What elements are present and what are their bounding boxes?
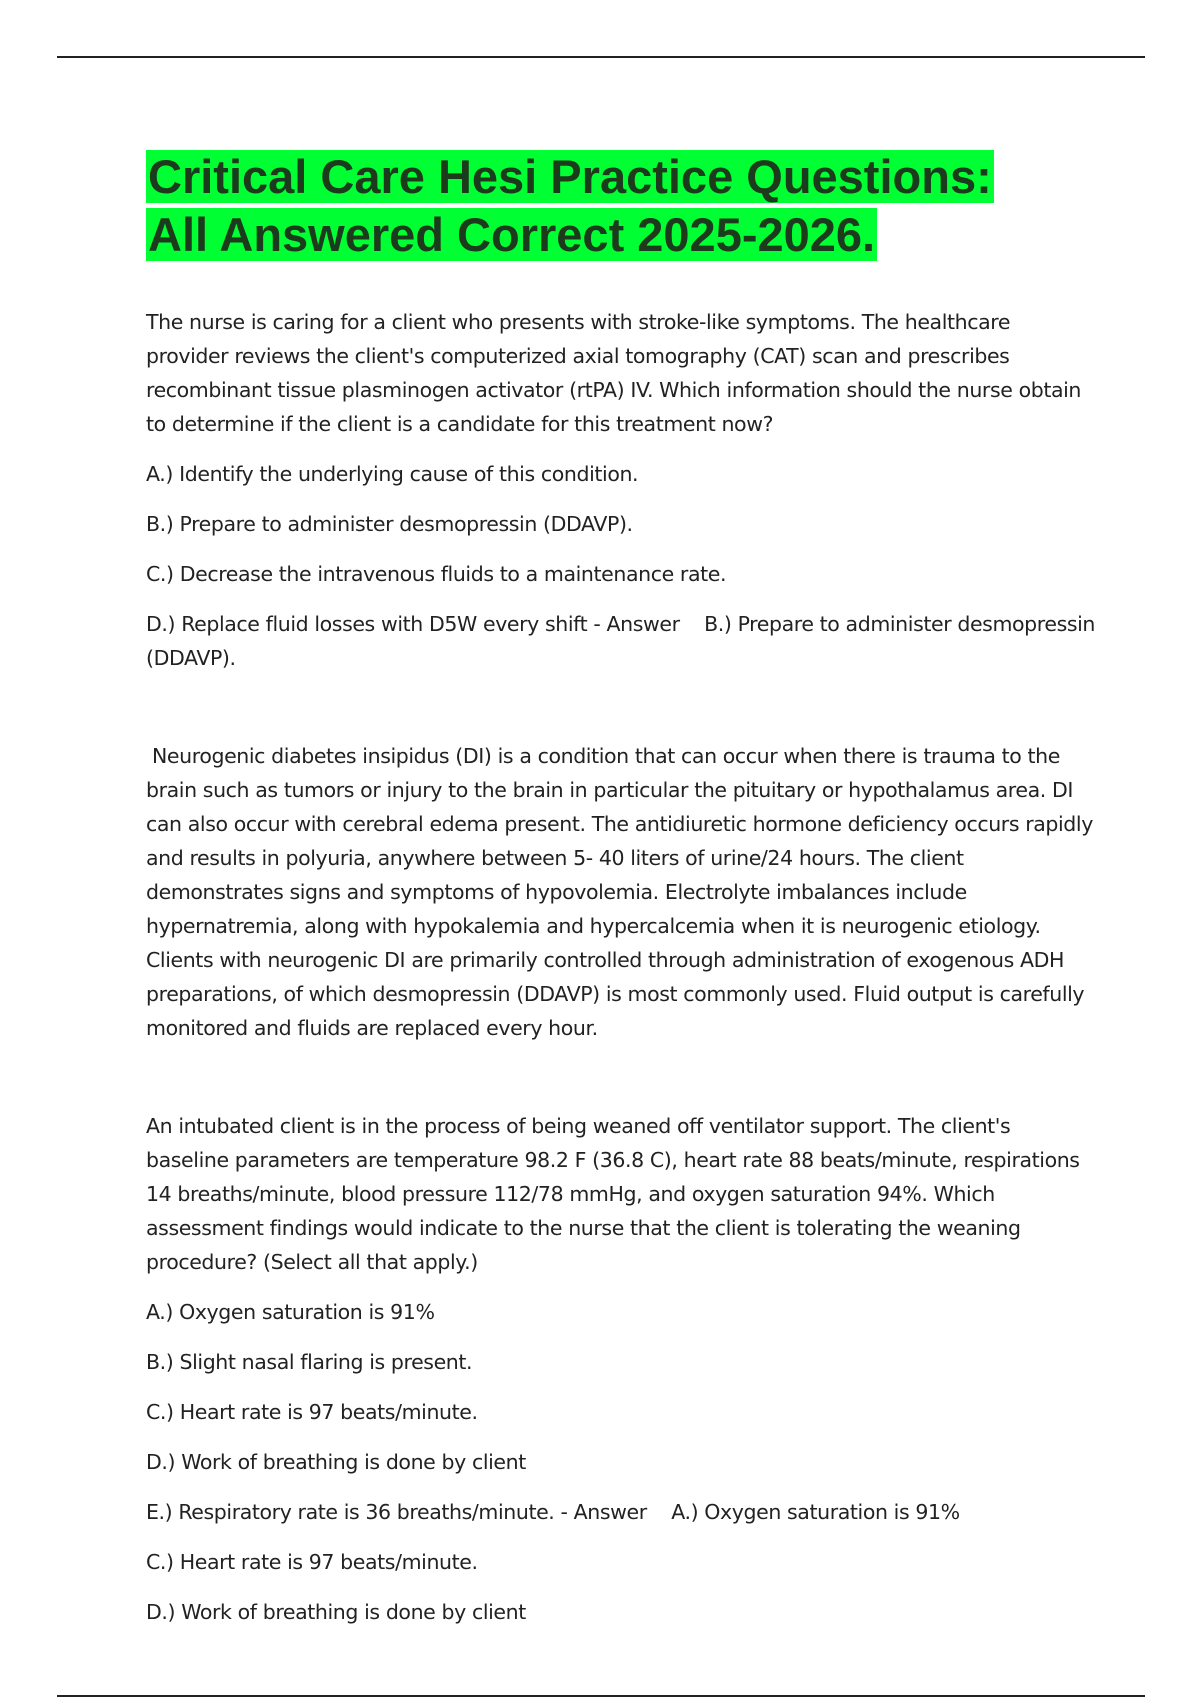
question-2-option-d: D.) Work of breathing is done by client [146, 1450, 526, 1474]
question-2-answer-d: D.) Work of breathing is done by client [146, 1600, 526, 1624]
title-line-1: Critical Care Hesi Practice Questions: [148, 150, 992, 203]
title-line-2: All Answered Correct 2025-2026. [148, 208, 876, 261]
question-2-answer-c: C.) Heart rate is 97 beats/minute. [146, 1550, 478, 1574]
question-2-option-a: A.) Oxygen saturation is 91% [146, 1300, 435, 1324]
document-body [146, 305, 1102, 1645]
question-2-option-e-answer: E.) Respiratory rate is 36 breaths/minute. - Answer A.) Oxygen saturation is 91% [146, 1500, 960, 1524]
question-1-option-d-answer: D.) Replace fluid losses with D5W every shift - Answer B.) Prepare to administer desmopressin (DDAVP). [146, 612, 1102, 670]
question-1-option-c: C.) Decrease the intravenous fluids to a maintenance rate. [146, 562, 727, 586]
question-1-option-a: A.) Identify the underlying cause of this condition. [146, 462, 639, 486]
question-2-stem: An intubated client is in the process of being weaned off ventilator support. The client's baseline parameters are temperature 98.2 F (36.8 C), heart rate 88 beats/minute, respirations 14 breaths/minute, blood pressure 112/78 mmHg, and oxygen saturation 94%. Which assessment findings would indicate to the nurse that the client is tolerating the weaning procedure? (Select all that apply.) [146, 1114, 1080, 1274]
top-rule [57, 56, 1145, 58]
question-2-option-b: B.) Slight nasal flaring is present. [146, 1350, 473, 1374]
question-1-stem: The nurse is caring for a client who presents with stroke-like symptoms. The healthcare provider reviews the client's computerized axial tomography (CAT) scan and prescribes recombinant tissue plasminogen activator (rtPA) IV. Which information should the nurse obtain to determine if the client is a candidate for this treatment now? [146, 310, 1082, 436]
bottom-rule [57, 1695, 1145, 1697]
question-1-option-b: B.) Prepare to administer desmopressin (DDAVP). [146, 512, 633, 536]
rationale-paragraph: Neurogenic diabetes insipidus (DI) is a condition that can occur when there is trauma to the brain such as tumors or injury to the brain in particular the pituitary or hypothalamus area. DI can also occur with cerebral edema present. The antidiuretic hormone deficiency occurs rapidly and results in polyuria, anywhere between 5- 40 liters of urine/24 hours. The client demonstrates signs and symptoms of hypovolemia. Electrolyte imbalances include hypernatremia, along with hypokalemia and hypercalcemia when it is neurogenic etiology. Clients with neurogenic DI are primarily controlled through administration of exogenous ADH preparations, of which desmopressin (DDAVP) is most commonly used. Fluid output is carefully monitored and fluids are replaced every hour. [146, 744, 1093, 1040]
document-title [146, 148, 1066, 264]
question-2-option-c: C.) Heart rate is 97 beats/minute. [146, 1400, 478, 1424]
